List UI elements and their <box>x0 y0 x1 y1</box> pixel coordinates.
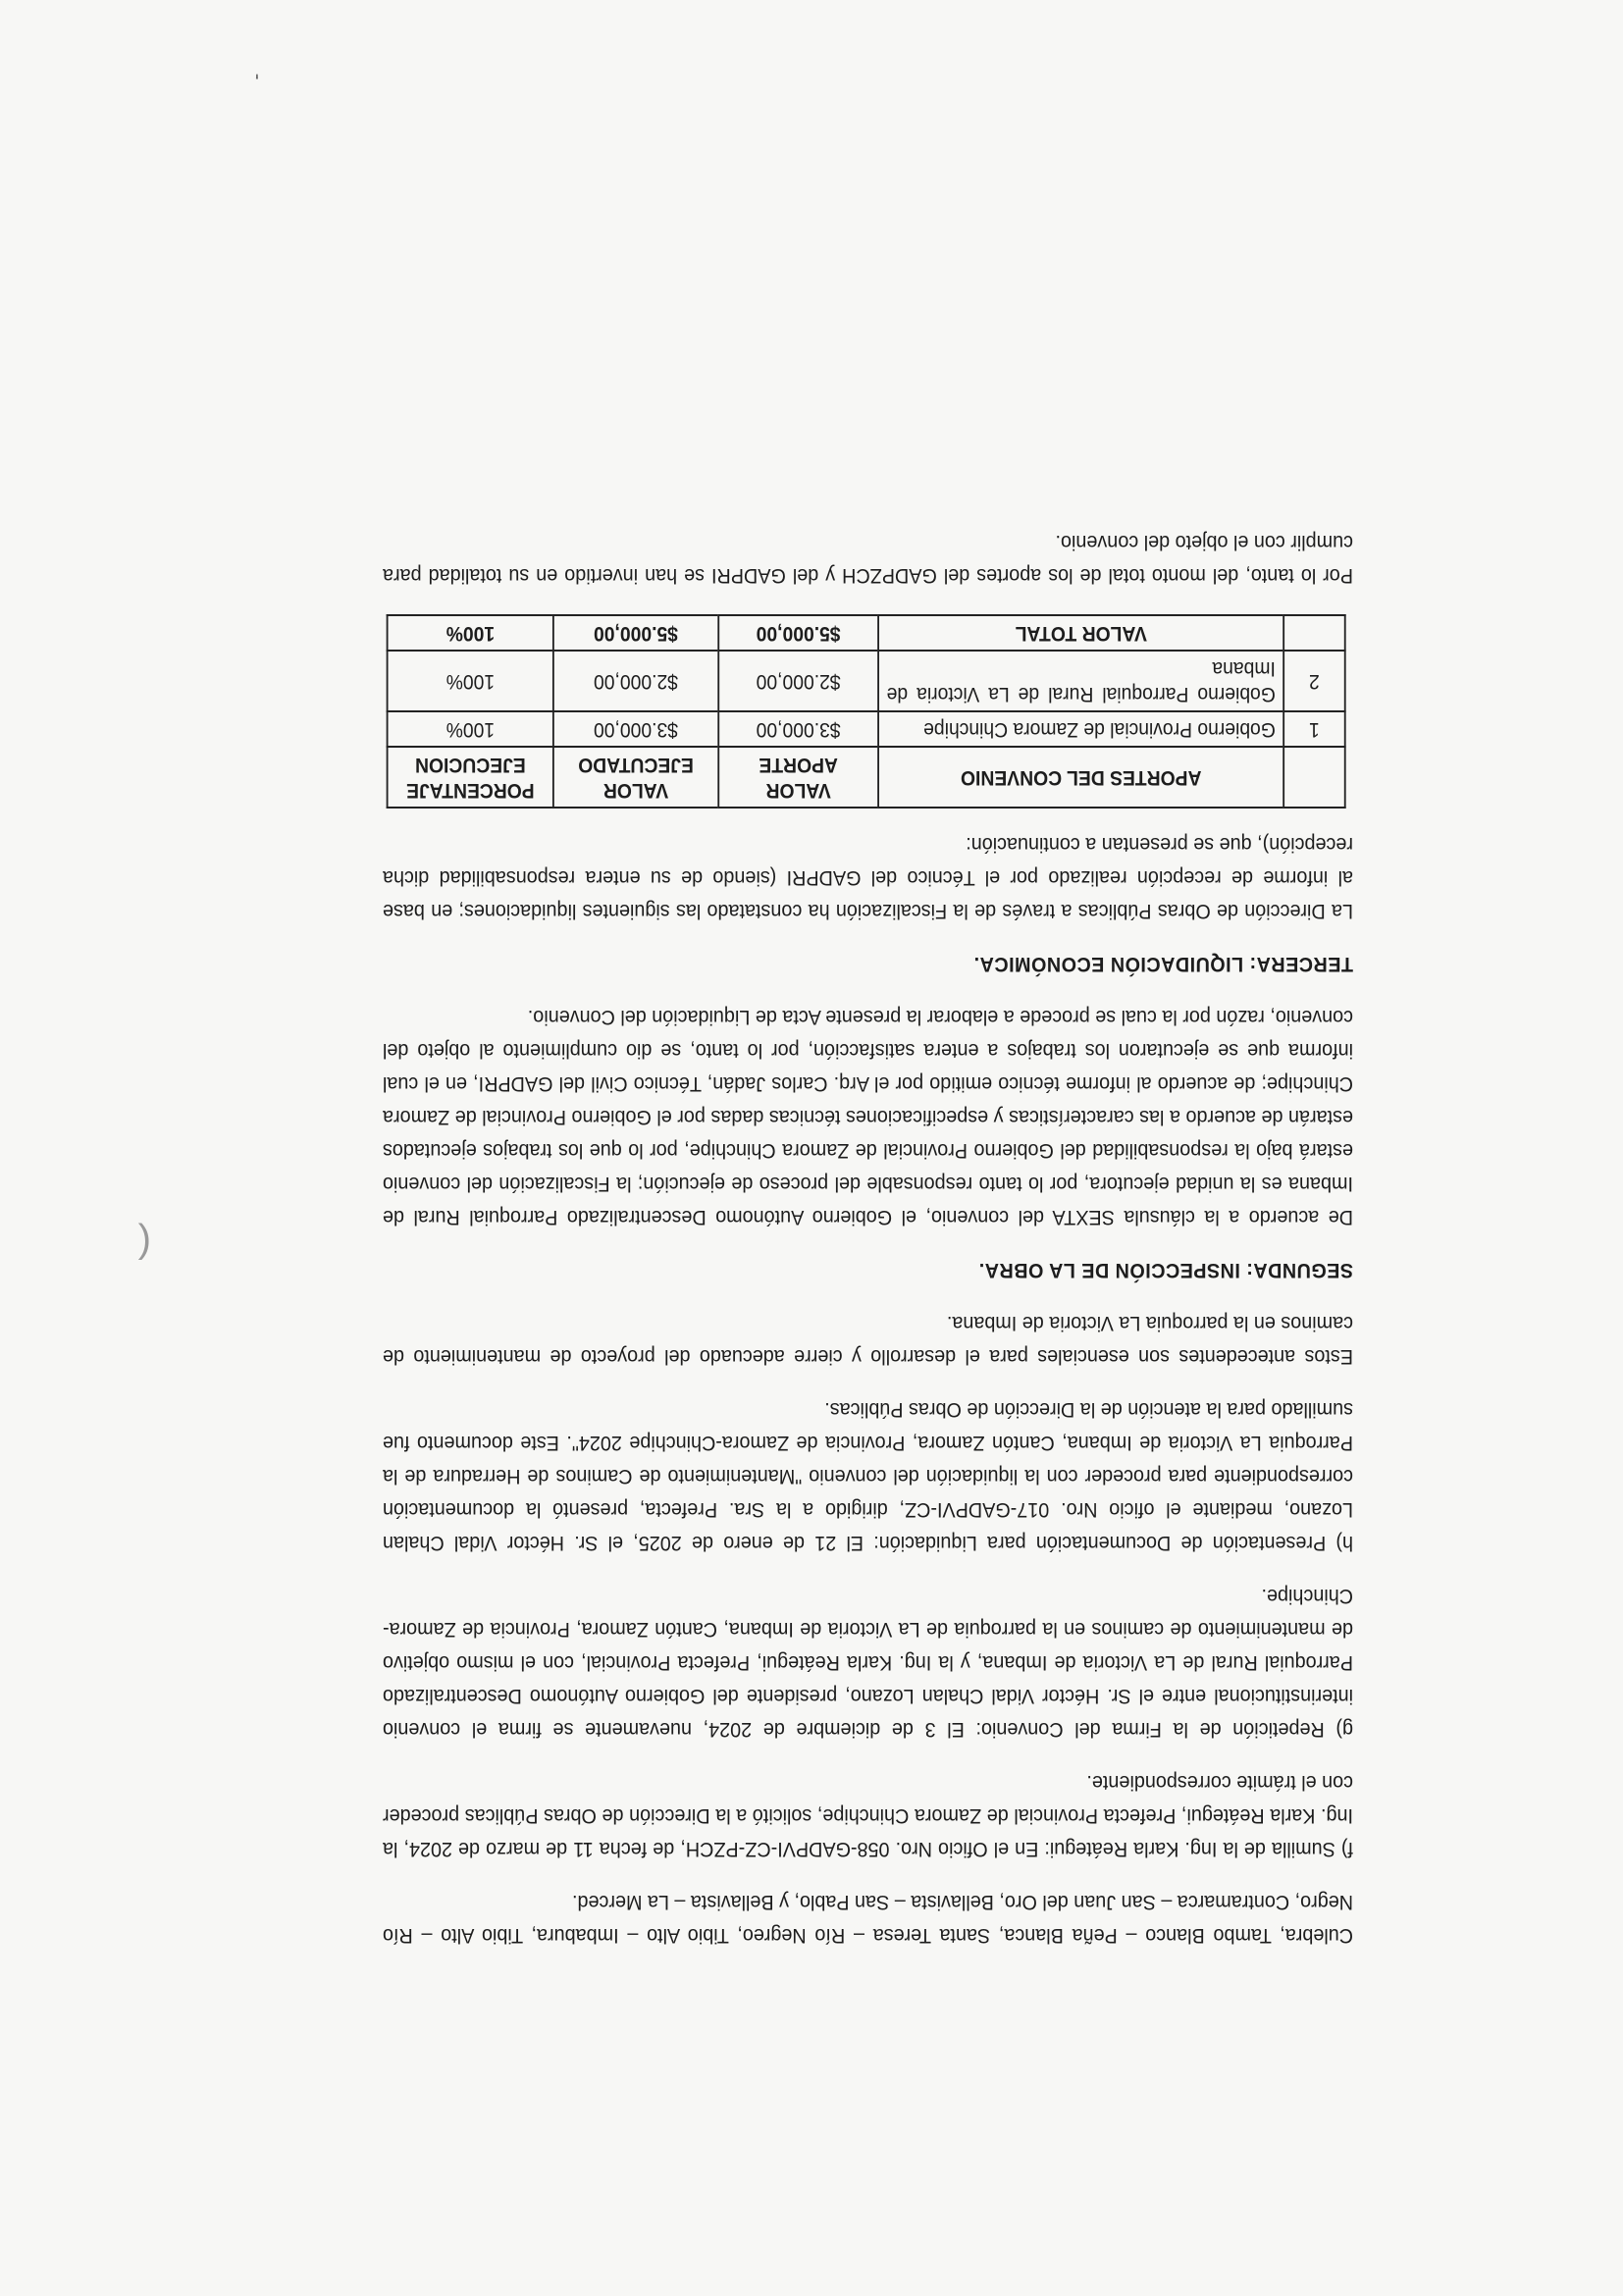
total-label: VALOR TOTAL <box>878 615 1283 651</box>
header-num <box>1283 747 1345 808</box>
row-num: 2 <box>1283 651 1345 711</box>
item-f-paragraph: f) Sumilla de la Ing. Karla Reátegui: En el Oficio Nro. 058-GADPVI-CZ-PZCH, de fecha 11 de marzo de 2024, la Ing. Karla Reátegui, Prefecta Provincial de Zamora Chinchipe, solicitó a la Dirección de Obras Públicas proceder con el trámite correspondiente. <box>383 1771 1353 1861</box>
table-total-row <box>388 615 1345 651</box>
total-value: $5.000,00 <box>718 615 879 651</box>
row-value: $3.000,00 <box>718 711 879 747</box>
scan-speck: ' <box>254 59 259 83</box>
header-description: APORTES DEL CONVENIO <box>878 747 1283 808</box>
table-header-row <box>388 747 1345 808</box>
scan-mark: ( <box>137 1223 151 1266</box>
segunda-heading: SEGUNDA: INSPECCIÓN DE LA OBRA. <box>978 1259 1353 1282</box>
total-empty-cell <box>1283 615 1345 651</box>
item-g-paragraph: g) Repetición de la Firma del Convenio: El 3 de diciembre de 2024, nuevamente se firma el convenio interinstitucional entre el Sr. Héctor Vidal Chalan Lozano, presidente del Gobierno Autónomo Descentralizado Parroquial Rural de La Victoria de Imbana, y la Ing. Karla Reátegui, Prefecta Provincial, con el mismo objetivo de mantenimiento de caminos en la parroquia de La Victoria de Imbana, Cantón Zamora, Provincia de Zamora-Chinchipe. <box>383 1585 1353 1742</box>
table-row <box>388 711 1345 747</box>
conclusion-paragraph: Por lo tanto, del monto total de los aportes del GADPZCH y del GADPRI se han invertido en su totalidad para cumplir con el objeto del convenio. <box>383 531 1353 588</box>
row-description: Gobierno Provincial de Zamora Chinchipe <box>878 711 1283 747</box>
segunda-paragraph: De acuerdo a la cláusula SEXTA del convenio, el Gobierno Autónomo Descentralizado Parroquial Rural de Imbana es la unidad ejecutora, por lo tanto responsable del proceso de ejecución; la Fiscalización del convenio estará bajo la responsabilidad del Gobierno Provincial de Zamora Chinchipe, por lo que los trabajos ejecutados estarán de acuerdo a las características y especificaciones técnicas dadas por el Gobierno Provincial de Zamora Chinchipe; de acuerdo al informe técnico emitido por el Arq. Carlos Jadán, Técnico Civil del GADPRI, en el cual informa que se ejecutaron los trabajos a entera satisfacción, por lo tanto, se dio cumplimiento al objeto del convenio, razón por la cual se procede a elaborar la presente Acta de Liquidación del Convenio. <box>383 1006 1353 1229</box>
aportes-table <box>387 614 1346 809</box>
row-executed: $3.000,00 <box>553 711 718 747</box>
row-value: $2.000,00 <box>718 651 879 711</box>
row-description: Gobierno Parroquial Rural de La Victoria de Imbana <box>878 651 1283 711</box>
tercera-heading: TERCERA: LIQUIDACIÓN ECONÓMICA. <box>973 953 1353 976</box>
header-percent: PORCENTAJE EJECUCION <box>388 747 554 808</box>
total-percent: 100% <box>388 615 554 651</box>
header-value: VALOR APORTE <box>718 747 879 808</box>
row-executed: $2.000,00 <box>553 651 718 711</box>
row-percent: 100% <box>388 651 554 711</box>
document-body <box>383 506 1353 1953</box>
row-num: 1 <box>1283 711 1345 747</box>
intro-route-paragraph: Culebra, Tambo Blanco – Peña Blanca, Santa Teresa – Río Negreo, Tibio Alto – Imbabura, Tibio Alto – Río Negro, Contramarca – San Juan del Oro, Bellavista – San Pablo, y Bellavista – La Merced. <box>383 1891 1353 1948</box>
header-executed: VALOR EJECUTADO <box>553 747 718 808</box>
tercera-paragraph: La Dirección de Obras Públicas a través de la Fiscalización ha constatado las siguientes liquidaciones; en base al informe de recepción realizado por el Técnico del GADPRI (siendo de su entera responsabilidad dicha recepción), que se presentan a continuación: <box>383 833 1353 923</box>
total-executed: $5.000,00 <box>553 615 718 651</box>
antecedentes-paragraph: Estos antecedentes son esenciales para el desarrollo y cierre adecuado del proyecto de mantenimiento de caminos en la parroquia La Victoria de Imbana. <box>383 1312 1353 1369</box>
item-h-paragraph: h) Presentación de Documentación para Liquidación: El 21 de enero de 2025, el Sr. Héctor Vidal Chalan Lozano, mediante el oficio Nro. 017-GADPVI-CZ, dirigido a la Sra. Prefecta, presentó la documentación correspondiente para proceder con la liquidación del convenio "Mantenimiento de Caminos de Herradura de la Parroquia La Victoria de Imbana, Cantón Zamora, Provincia de Zamora-Chinchipe 2024". Este documento fue sumillado para la atención de la Dirección de Obras Públicas. <box>383 1398 1353 1555</box>
row-percent: 100% <box>388 711 554 747</box>
table-row <box>388 651 1345 711</box>
